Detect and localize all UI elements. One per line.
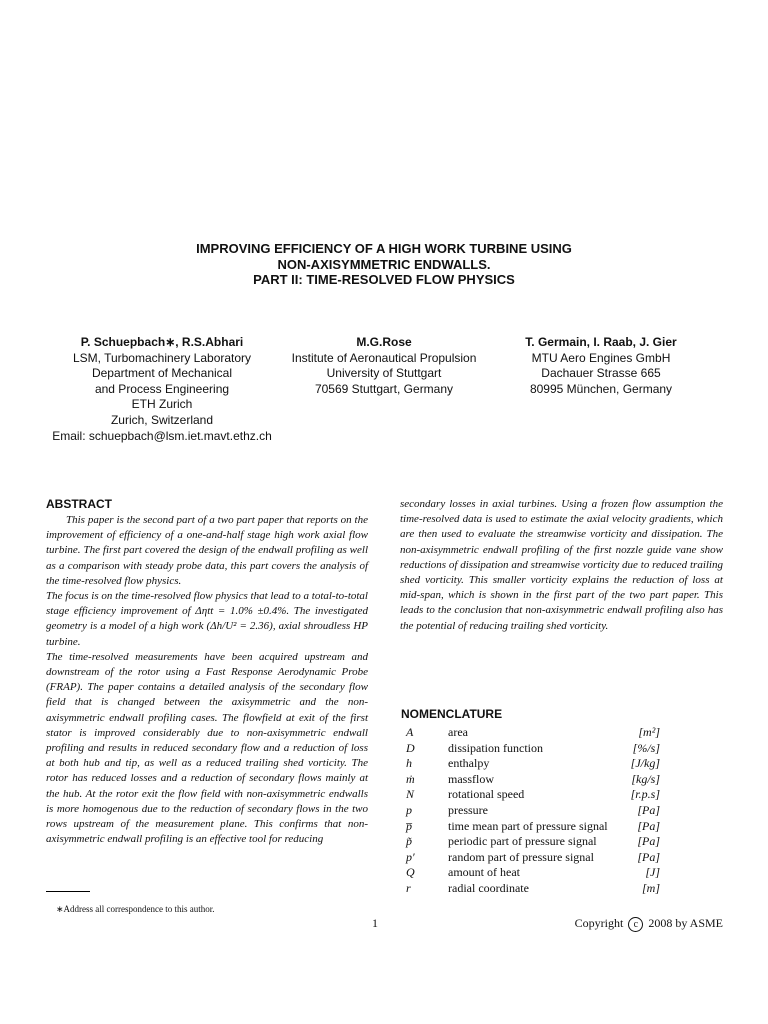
nomenclature-table — [406, 725, 660, 897]
nomenclature-row — [406, 725, 660, 741]
abstract-body — [46, 513, 368, 847]
affiliation-line: Dachauer Strasse 665 — [541, 366, 661, 381]
affiliation-line: MTU Aero Engines GmbH — [531, 350, 671, 365]
title-line-2: NON-AXISYMMETRIC ENDWALLS. — [277, 256, 491, 272]
title-line-1: IMPROVING EFFICIENCY OF A HIGH WORK TURBINE USING — [196, 241, 572, 256]
nomenclature-symbol: p — [406, 802, 412, 817]
nomenclature-unit: [r.p.s] — [630, 787, 660, 802]
affiliation-line: Zurich, Switzerland — [110, 412, 214, 427]
nomenclature-unit: [J/kg] — [630, 756, 660, 771]
nomenclature-unit: [Pa] — [637, 818, 660, 833]
abstract-continuation — [400, 497, 723, 634]
author-names: P. Schuepbach∗, R.S.Abhari — [80, 335, 244, 349]
nomenclature-unit: [%/s] — [632, 740, 660, 755]
abstract-paragraph: The time-resolved measurements have been acquired upstream and downstream of the rotor using a Fast Response Aerodynamic Probe (FRAP). The paper contains a detailed analysis of the secondary flow field that is changed between the axisymmetric and the non-axisymmetric endwall profiling cases. The flowfield at exit of the first stator is improved considerably due to non-axisymmetric endwall profiling and results in reduced secondary flow and a reduction of loss at both hub and tip, as well as a reduced trailing shed vorticity. The rotor has reduced losses and a reduction of secondary flows mainly at the hub. At the rotor exit the flow field with non-axisymmetric endwalls is more homogenous due to the reduction of secondary flows in the two rows upstream of the measurement plane. This confirms that non-axisymmetric endwall profiling is an effective tool for reducing — [46, 650, 368, 846]
author-block-eth — [40, 335, 284, 444]
nomenclature-row — [406, 772, 660, 788]
nomenclature-description: pressure — [448, 802, 488, 817]
affiliation-line: Department of Mechanical — [91, 366, 233, 381]
copyright-suffix: 2008 by ASME — [648, 916, 723, 930]
nomenclature-symbol: Q — [406, 865, 415, 880]
nomenclature-symbol: N — [406, 787, 415, 802]
author-names: T. Germain, I. Raab, J. Gier — [525, 335, 677, 349]
nomenclature-description: amount of heat — [448, 865, 520, 880]
nomenclature-symbol: A — [406, 725, 414, 739]
nomenclature-description: rotational speed — [448, 787, 525, 802]
author-block-stuttgart — [280, 335, 488, 397]
affiliation-line: LSM, Turbomachinery Laboratory — [72, 350, 252, 365]
copyright-notice — [575, 916, 723, 932]
abstract-paragraph: The focus is on the time-resolved flow physics that lead to a total-to-total stage efficiency improvement of Δηtt = 1.0% ±0.4%. The investigated geometry is a model of a high work (Δh/U² = 2.36), axial shroudless HP turbine. — [46, 590, 368, 648]
nomenclature-symbol: D — [406, 740, 415, 755]
footnote-rule — [46, 891, 90, 892]
nomenclature-description: random part of pressure signal — [448, 849, 594, 864]
nomenclature-row — [406, 819, 660, 835]
copyright-symbol: c — [628, 917, 643, 932]
nomenclature-row — [406, 865, 660, 881]
nomenclature-symbol: p′ — [406, 849, 415, 864]
nomenclature-description: dissipation function — [448, 740, 543, 755]
abstract-paragraph: This paper is the second part of a two part paper that reports on the improvement of efficiency of a one-and-half stage high work axial flow turbine. The first part covered the design of the endwall profiling as well as a comparison with steady probe data, this part covers the analysis of the time-resolved flow physics. — [46, 514, 368, 587]
nomenclature-row — [406, 881, 660, 897]
author-email: Email: schuepbach@lsm.iet.mavt.ethz.ch — [52, 428, 272, 443]
nomenclature-unit: [Pa] — [637, 834, 660, 849]
nomenclature-description: radial coordinate — [448, 880, 529, 895]
author-block-mtu — [496, 335, 706, 397]
nomenclature-symbol: ṁ — [406, 771, 415, 786]
nomenclature-row — [406, 787, 660, 803]
affiliation-line: and Process Engineering — [94, 381, 230, 396]
nomenclature-row — [406, 741, 660, 757]
nomenclature-row — [406, 834, 660, 850]
nomenclature-symbol: p̅ — [406, 818, 412, 833]
nomenclature-description: time mean part of pressure signal — [448, 818, 608, 833]
nomenclature-symbol: p̃ — [406, 834, 412, 849]
affiliation-line: ETH Zurich — [131, 397, 193, 412]
paper-title — [0, 241, 768, 288]
affiliation-line: 70569 Stuttgart, Germany — [314, 381, 454, 396]
nomenclature-unit: [J] — [645, 865, 660, 880]
nomenclature-row — [406, 850, 660, 866]
title-line-3: PART II: TIME-RESOLVED FLOW PHYSICS — [253, 272, 515, 287]
nomenclature-description: massflow — [448, 771, 494, 786]
page-number: 1 — [372, 916, 378, 930]
nomenclature-unit: [Pa] — [637, 849, 660, 864]
nomenclature-description: enthalpy — [448, 756, 490, 771]
affiliation-line: University of Stuttgart — [326, 366, 442, 381]
nomenclature-row — [406, 756, 660, 772]
abstract-heading: ABSTRACT — [46, 497, 112, 511]
nomenclature-symbol: h — [406, 756, 412, 771]
nomenclature-unit: [kg/s] — [631, 771, 660, 786]
affiliation-line: 80995 München, Germany — [529, 381, 673, 396]
copyright-prefix: Copyright — [574, 916, 624, 930]
nomenclature-symbol: r — [406, 880, 411, 895]
author-names: M.G.Rose — [356, 335, 412, 349]
nomenclature-description: periodic part of pressure signal — [448, 834, 597, 849]
nomenclature-unit: [m] — [641, 880, 660, 895]
nomenclature-description: area — [448, 725, 468, 739]
affiliation-line: Institute of Aeronautical Propulsion — [291, 350, 477, 365]
nomenclature-unit: [Pa] — [637, 802, 660, 817]
nomenclature-heading: NOMENCLATURE — [401, 707, 503, 721]
abstract-paragraph: secondary losses in axial turbines. Using a frozen flow assumption the time-resolved data is used to estimate the axial velocity gradients, which are then used to evaluate the streamwise vorticity and dissipation. The non-axisymmetric endwall profiling of the first nozzle guide vane show reductions of dissipation and streamwise vorticity due to reduced trailing shed vorticity. This smaller vorticity explains the reduction of loss at mid-span, which is shown in the first part of the two part paper. This leads to the conclusion that non-axisymmetric endwall profiling also has the potential of reducing trailing shed vorticity. — [400, 498, 723, 632]
footnote: ∗Address all correspondence to this author. — [56, 904, 215, 914]
nomenclature-unit: [m²] — [638, 725, 660, 739]
nomenclature-row — [406, 803, 660, 819]
